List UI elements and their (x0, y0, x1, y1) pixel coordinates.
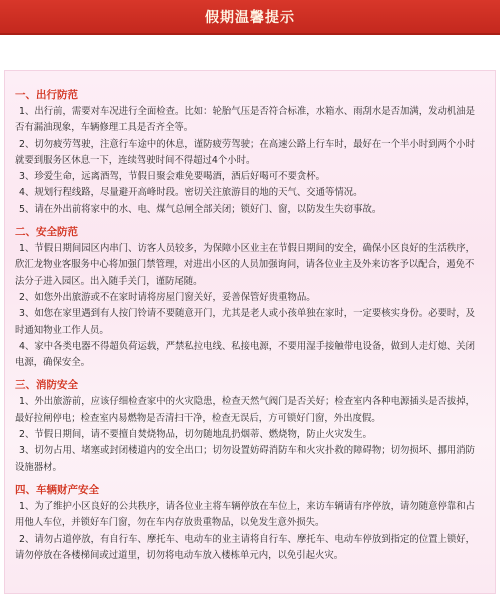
section-title: 四、车辆财产安全 (15, 483, 99, 496)
section-title: 一、出行防范 (15, 89, 78, 101)
notice-title: 假期温馨提示 (205, 9, 295, 26)
section-title: 三、消防安全 (15, 379, 78, 392)
section-safety (15, 224, 483, 371)
list-item: 2、节假日期间，请不要擅自焚烧物品，切勿随地乱扔烟蒂、燃烧物，防止火灾发生。 (19, 429, 372, 441)
list-item: 2、切勿疲劳驾驶，注意行车途中的休息，谨防疲劳驾驶；在高速公路上行车时，最好在一个半小时到两个小时就要到服务区休息一下，连续驾驶时间不得超过4个小时。 (15, 138, 475, 166)
list-item: 4、规划行程线路，尽量避开高峰时段。密切关注旅游目的地的天气、交通等情况。 (19, 187, 363, 199)
section-fire (15, 377, 483, 475)
list-item: 1、出行前，需要对车况进行全面检查。比如：轮胎气压是否符合标准，水箱水、雨刮水是否加满，发动机油是否有漏油现象，车辆修理工具是否齐全等。 (15, 106, 475, 134)
list-item: 2、如您外出旅游或不在家时请将房屋门窗关好，妥善保管好贵重物品。 (19, 291, 316, 303)
header-spacer (0, 35, 500, 68)
list-item: 1、节假日期间园区内串门、访客人员较多，为保障小区业主在节假日期间的安全，确保小区良好的生活秩序，欣汇龙物业客服务中心将加强门禁管理，对进出小区的人员加强询问，请各位业主及外来访客予以配合，遏免不法分子进入园区。出入随手关门，谨防尾随。 (15, 243, 475, 287)
list-item: 3、切勿占用、堵塞或封闭楼道内的安全出口；切勿设置妨碍消防车和火灾扑救的障碍物；切勿损坏、挪用消防设施器材。 (15, 445, 475, 473)
list-item: 4、家中各类电器不得超负荷运载，严禁私拉电线、私接电源，不要用湿手接触带电设备，做到人走灯熄、关闭电源，确保安全。 (15, 340, 475, 369)
list-item: 1、为了维护小区良好的公共秩序，请各位业主将车辆停放在车位上，来访车辆请有序停放，请勿随意停靠和占用他人车位，并锁好车门窗，勿在车内存放贵重物品，以免发生意外损失。 (15, 500, 475, 529)
list-item: 3、如您在家里遇到有人按门铃请不要随意开门，尤其是老人或小孩单独在家时，一定要核实身份。必要时，及时通知物业工作人员。 (15, 308, 475, 336)
list-item: 3、珍爱生命，远离酒驾，节假日聚会难免要喝酒，酒后好喝可不要贪杯。 (19, 171, 325, 183)
list-item: 2、请勿占道停放，有自行车、摩托车、电动车的业主请将自行车、摩托车、电动车停放到指定的位置上锁好，请勿停放在各楼梯间或过道里，切勿将电动车放入楼栋单元内，以免引起火灾。 (15, 533, 475, 561)
section-travel (15, 87, 483, 218)
notice-banner (0, 0, 500, 35)
section-title: 二、安全防范 (15, 226, 78, 239)
list-item: 1、外出旅游前，应该仔细检查家中的火灾隐患，检查天然气阀门是否关好；检查室内各种电源插头是否拔掉，最好拉闸停电；检查室内易燃物是否清扫干净，检查无误后，方可锁好门窗，外出度假。 (15, 396, 475, 424)
notice-content (4, 70, 496, 594)
list-item: 5、请在外出前将家中的水、电、煤气总闸全部关闭；锁好门、窗，以防发生失窃事故。 (19, 203, 382, 215)
section-vehicle (15, 482, 483, 564)
